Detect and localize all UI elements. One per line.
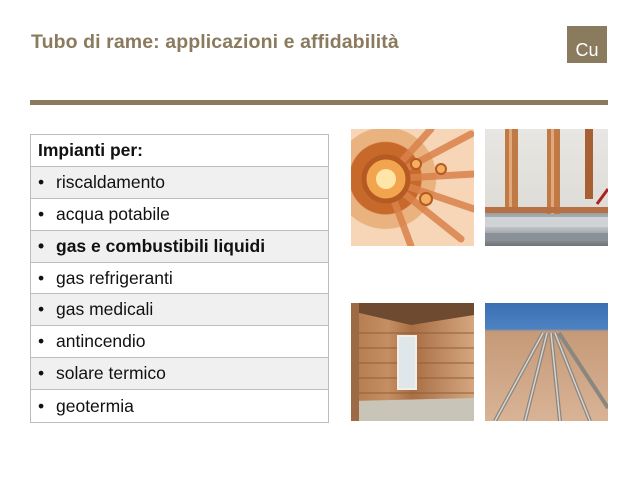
list-item-label: solare termico — [56, 363, 166, 384]
bullet: • — [38, 235, 45, 256]
brick-room-interior-photo — [351, 303, 474, 421]
list-item-label: riscaldamento — [56, 171, 165, 192]
copper-pipes-perspective-photo — [485, 303, 608, 421]
list-item — [31, 263, 328, 295]
bullet: • — [38, 395, 45, 416]
bullet: • — [38, 203, 45, 224]
bullet: • — [38, 331, 45, 352]
list-item-label: acqua potabile — [56, 203, 170, 224]
list-item — [31, 358, 328, 390]
bullet: • — [38, 363, 45, 384]
list-item-label: gas medicali — [56, 299, 154, 320]
list-item — [31, 231, 328, 263]
bullet: • — [38, 171, 45, 192]
wall-copper-pipes-photo — [485, 129, 608, 246]
list-item — [31, 167, 328, 199]
list-item — [31, 390, 328, 422]
list-item-label: geotermia — [56, 395, 134, 416]
list-item-label: gas e combustibili liquidi — [56, 235, 266, 256]
list-header — [31, 135, 328, 167]
copper-pipe-ends-photo — [351, 129, 474, 246]
list-header-label: Impianti per: — [38, 139, 144, 160]
slide-title: Tubo di rame: applicazioni e affidabilità — [31, 31, 399, 53]
list-item — [31, 199, 328, 231]
list-item-label: antincendio — [56, 331, 146, 352]
list-item — [31, 294, 328, 326]
copper-logo — [567, 26, 607, 63]
title-divider — [30, 100, 608, 105]
logo-text: Cu — [575, 40, 599, 60]
list-item-label: gas refrigeranti — [56, 267, 173, 288]
list-item — [31, 326, 328, 358]
applications-table — [30, 134, 329, 423]
bullet: • — [38, 267, 45, 288]
bullet: • — [38, 299, 45, 320]
